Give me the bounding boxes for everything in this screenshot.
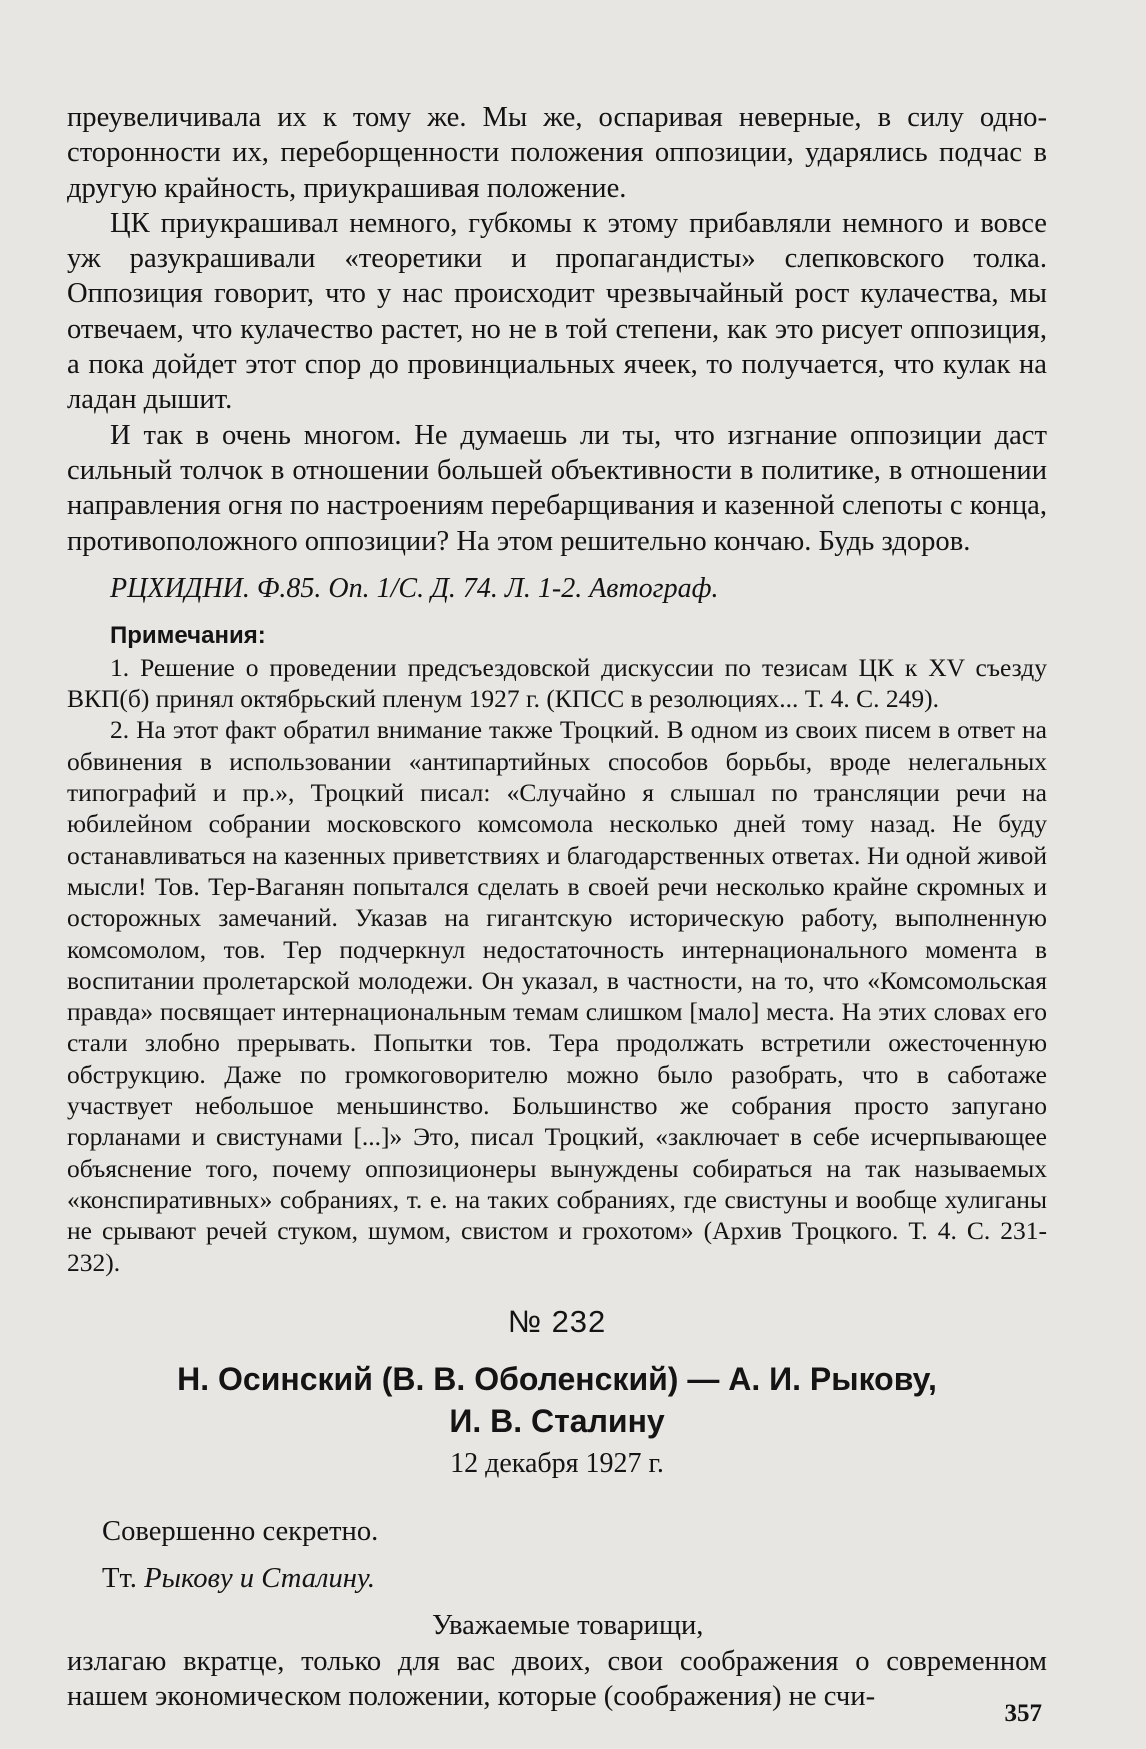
document-title-line-1: Н. Осинский (В. В. Оболенский) — А. И. Рыкову, (177, 1360, 937, 1397)
addressee-line (102, 1561, 1047, 1596)
document-number: № 232 (507, 1303, 607, 1339)
addressee-prefix: Тт. (102, 1563, 137, 1595)
text-column (67, 100, 1047, 1714)
salutation: Уважаемые товарищи, (432, 1610, 704, 1642)
letter-paragraph-1: преувеличивала их к тому же. Мы же, оспаривая неверные, в силу односторонности их, переборщенности положения оппозиции, ударялись подчас в другую крайность, приукрашивая положение. (67, 102, 1047, 204)
classification-label: Совершенно секретно. (102, 1515, 379, 1547)
letter-paragraph-3: И так в очень многом. Не думаешь ли ты, что изгнание оппозиции даст сильный толчок в отношении большей объективности в политике, в отношении направления огня по настроениям перебарщивания и казенной слепоты с конца, противоположного оппозиции? На этом решительно кончаю. Будь здоров. (67, 419, 1047, 557)
addressee-names: Рыкову и Сталину. (144, 1563, 375, 1595)
note-2: 2. На этот факт обратил внимание также Троцкий. В одном из своих писем в ответ на обвинения в использовании «антипартийных способов борьбы, вроде нелегальных типографий и пр.», Троцкий писал: «Случайно я слышал по трансляции речи на юбилейном собрании московского комсомола несколько дней тому назад. Не буду останавливаться на казенных приветствиях и благодарственных ответах. Ни одной живой мысли! Тов. Тер-Ваганян попытался сделать в своей речи несколько крайне скромных и осторожных замечаний. Указав на гигантскую историческую работу, выполненную комсомолом, тов. Тер подчеркнул недостаточность интернационального момента в воспитании пролетарской молодежи. Он указал, в частности, на то, что «Комсомольская правда» посвящает интернациональным темам слишком [мало] места. На этих словах его стали злобно прерывать. Попытки тов. Тера продолжать встретили ожесточенную обструкцию. Даже по громкоговорителю можно было разобрать, что в саботаже участвует небольшое меньшинство. Большинство же собрания просто запугано горланами и свистунами [...]» Это, писал Троцкий, «заключает в себе исчерпывающее объяснение того, почему оппозиционеры вынуждены собираться на так называемых «конспиративных» собраниях, т. е. на таких собраниях, где свистуны и вообще хулиганы не срывают речей стуком, шумом, свистом и грохотом» (Архив Троцкого. Т. 4. С. 231-232). (67, 715, 1047, 1277)
page-number: 357 (1004, 1700, 1042, 1727)
document-title-line-2: И. В. Сталину (449, 1402, 665, 1439)
notes-section (67, 622, 1047, 1278)
note-1: 1. Решение о проведении предсъездовской дискуссии по тезисам ЦК к XV съезду ВКП(б) принял октябрьский пленум 1927 г. (КПСС в резолюциях... Т. 4. С. 249). (67, 652, 1047, 714)
letter-paragraph-2: ЦК приукрашивал немного, губкомы к этому прибавляли немного и вовсе уж разукрашивали «теоретики и пропагандисты» слепковского толка. Оппозиция говорит, что у нас происходит чрезвычайный рост кулачества, мы отвечаем, что кулачество растет, но не в той степени, как это рисует оппозиция, а пока дойдет этот спор до провинциальных ячеек, то получается, что кулак на ладан дышит. (67, 207, 1047, 416)
archive-source-reference: РЦХИДНИ. Ф.85. Оп. 1/С. Д. 74. Л. 1-2. Автограф. (110, 572, 719, 604)
letter-opening-paragraph: излагаю вкратце, только для вас двоих, свои соображения о современном нашем экономическом положении, которые (соображения) не счи- (67, 1645, 1047, 1712)
document-date: 12 декабря 1927 г. (450, 1447, 664, 1479)
notes-heading: Примечания: (110, 621, 266, 649)
